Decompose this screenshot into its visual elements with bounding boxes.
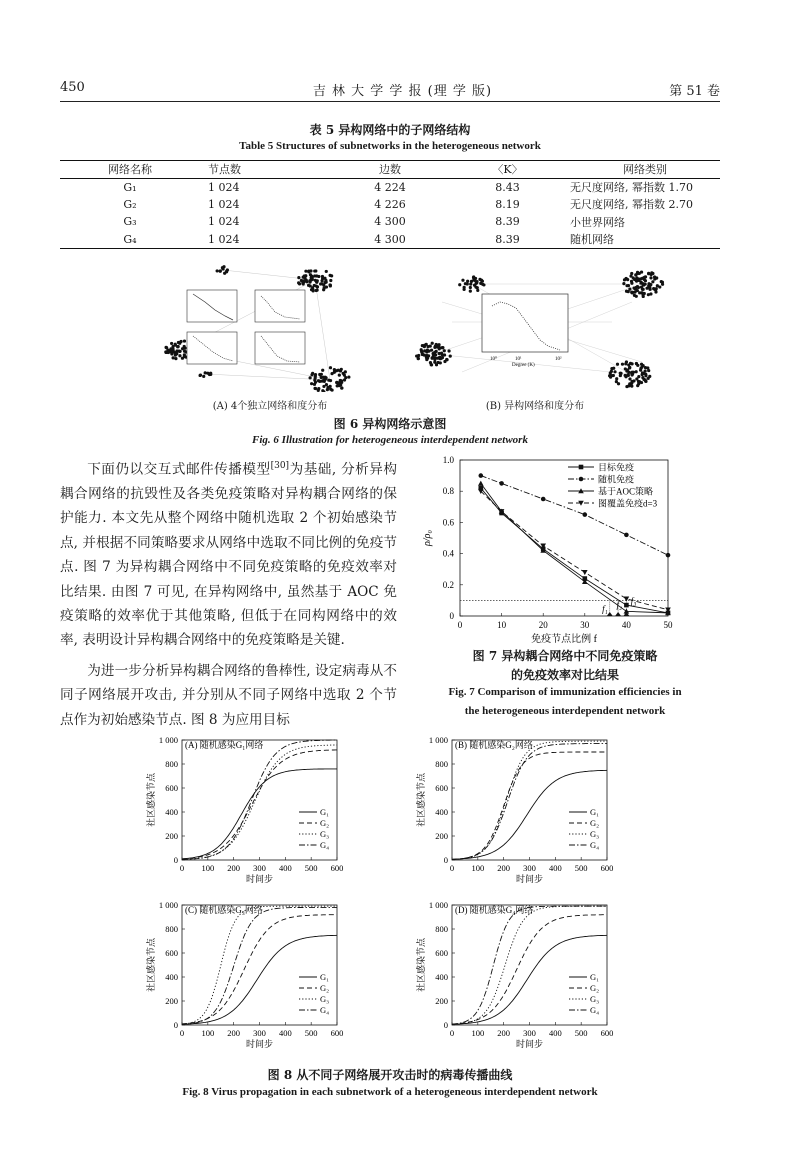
fig8-x-tick-label: 500 <box>574 863 588 873</box>
fig8-y-tick-label: 200 <box>165 831 178 841</box>
fig7-data-point <box>583 512 588 517</box>
fig8-chart-grid <box>140 730 670 1060</box>
table-cell: 4 224 <box>374 180 406 194</box>
table-cell: 小世界网络 <box>570 215 625 229</box>
fig7-caption-en-2: the heterogeneous interdependent network <box>464 705 666 717</box>
fig7-data-point <box>579 465 584 470</box>
table-row <box>60 231 720 249</box>
fig6a-label: (A) 4个独立网络和度分布 <box>212 401 328 412</box>
para2-text: 为进一步分析异构耦合网络的鲁棒性, 设定病毒从不同子网络展开攻击, 并分别从不同子网络中选取 2 个节点作为初始感染节点. 图 8 为应用目标 <box>60 663 397 728</box>
fig8-caption-cn: 图 8 从不同子网络展开攻击时的病毒传播曲线 <box>267 1068 513 1082</box>
fig8-x-tick-label: 600 <box>330 863 344 873</box>
fig8-x-tick-label: 0 <box>449 863 455 873</box>
fig8-legend-label: G₃ <box>590 829 600 839</box>
fig8-x-tick-label: 100 <box>471 1028 485 1038</box>
citation-ref: [30] <box>270 461 290 471</box>
para1-text-b: 为基础, 分析异构耦合网络的抗毁性及各类免疫策略对异构耦合网络的保护能力. 本文先从整个网络中随机选取 2 个初始感染节点, 并根据不同策略要求从网络中选取不同比例的免疫节点. 图 7 为异构耦合网络中不同免疫策略的免疫效率对比结果. 由图 7 可见, 在异构网络中, 虽然基于 AOC 免疫策略的效率优于其他策略, 但低于在同构网络中的效率, 表明设计异构耦合网络中的免疫策略是关键. <box>60 461 397 649</box>
fig8-x-axis-label: 时间步 <box>515 874 544 884</box>
fig8-y-axis-label: 社区感染节点 <box>416 772 426 828</box>
table-row <box>60 178 720 196</box>
table-cell: 8.39 <box>495 215 520 229</box>
table-row <box>60 196 720 214</box>
fig8-series-line <box>182 745 337 859</box>
fig8-x-tick-label: 400 <box>278 863 292 873</box>
col-header-nodes: 节点数 <box>208 163 241 177</box>
fig8-series-line <box>452 915 607 1024</box>
fig7-y-tick-label: 1.0 <box>442 455 454 465</box>
fig8-y-tick-label: 800 <box>435 924 448 934</box>
table-cell: 1 024 <box>208 180 240 194</box>
fig8-legend-label: G₁ <box>320 807 330 817</box>
journal-title: 吉 林 大 学 学 报 (理 学 版) <box>312 84 493 99</box>
fig8-x-tick-label: 600 <box>600 863 614 873</box>
fig8-legend-label: G₁ <box>320 972 330 982</box>
fig7-chart <box>418 450 680 645</box>
table-cell: G₂ <box>123 197 137 211</box>
fig8-plot-frame <box>452 905 607 1025</box>
fig8-panel <box>415 735 613 884</box>
fig8-x-tick-label: 0 <box>449 1028 455 1038</box>
table-cell: 1 024 <box>208 197 240 211</box>
table-header-row <box>60 161 720 179</box>
fig8-x-tick-label: 0 <box>179 1028 185 1038</box>
fig8-series-line <box>452 744 607 860</box>
svg-text:10⁰: 10⁰ <box>490 357 498 362</box>
fig8-y-tick-label: 600 <box>165 948 178 958</box>
fig8-legend-label: G₂ <box>590 818 600 828</box>
fig8-panel <box>145 735 343 884</box>
fig7-x-tick-label: 30 <box>580 620 590 630</box>
fig6-caption-cn: 图 6 异构网络示意图 <box>333 417 447 431</box>
fig7-legend-label: 基于AOC策略 <box>598 486 654 497</box>
page-number: 450 <box>60 80 85 95</box>
volume-label: 第 51 卷 <box>669 84 720 99</box>
table-cell: 4 226 <box>374 197 406 211</box>
fig7-y-tick-label: 0 <box>449 611 454 621</box>
fig7-data-point <box>579 477 584 482</box>
table-cell: 4 300 <box>374 232 406 246</box>
fig7-plot-frame <box>460 460 668 616</box>
svg-text:10²: 10² <box>555 357 562 362</box>
fig6b-network-illustration <box>412 262 672 392</box>
col-header-edges: 边数 <box>379 163 401 177</box>
fig7-x-tick-label: 0 <box>457 620 463 630</box>
fig8-legend-label: G₁ <box>590 972 600 982</box>
fig8-x-tick-label: 500 <box>304 1028 318 1038</box>
fig7-data-point <box>479 473 484 478</box>
fig8-panel <box>145 900 343 1049</box>
para1-text-a: 下面仍以交互式邮件传播模型 <box>87 461 271 478</box>
col-header-name: 网络名称 <box>108 163 152 177</box>
fig8-y-tick-label: 600 <box>435 783 448 793</box>
fig8-legend-label: G₄ <box>590 840 600 850</box>
fig8-y-tick-label: 400 <box>435 972 448 982</box>
fig8-series-line <box>182 915 337 1024</box>
fig8-x-tick-label: 400 <box>278 1028 292 1038</box>
fig8-y-tick-label: 600 <box>165 783 178 793</box>
table-cell: G₃ <box>123 215 137 229</box>
fig7-x-tick-label: 20 <box>538 620 548 630</box>
fig8-panel-title: (B) 随机感染G₂网络 <box>455 740 533 750</box>
fig7-y-tick-label: 0.2 <box>442 579 454 590</box>
fig6-caption-en: Fig. 6 Illustration for heterogeneous interdependent network <box>252 434 528 446</box>
fig8-legend-label: G₁ <box>590 807 600 817</box>
table5 <box>60 160 720 249</box>
table-cell: 8.39 <box>495 232 520 246</box>
fig7-y-tick-label: 0.6 <box>442 517 454 528</box>
fig8-legend-label: G₄ <box>590 1005 600 1015</box>
fig8-y-tick-label: 400 <box>165 972 178 982</box>
fig7-legend-label: 随机免疫 <box>598 474 635 485</box>
fig8-x-tick-label: 300 <box>253 1028 266 1038</box>
fig8-plot-frame <box>182 905 337 1025</box>
fig7-data-point <box>541 497 546 502</box>
fig8-x-axis-label: 时间步 <box>245 874 274 884</box>
fig7-y-axis-label: ρ/ρ₀ <box>422 530 433 546</box>
table-cell: 8.43 <box>495 180 520 194</box>
fig8-series-line <box>452 906 607 1024</box>
table-cell: G₄ <box>123 232 137 246</box>
fig7-x-axis-label: 免疫节点比例 f <box>531 634 597 645</box>
fig8-caption-en: Fig. 8 Virus propagation in each subnetwork of a heterogeneous interdependent network <box>182 1086 598 1098</box>
fig7-data-point <box>624 597 630 602</box>
fig7-y-tick-label: 0.4 <box>442 548 454 559</box>
fig8-x-tick-label: 500 <box>304 863 318 873</box>
fig8-x-tick-label: 300 <box>253 863 266 873</box>
fig8-x-tick-label: 0 <box>179 863 185 873</box>
fig8-series-line <box>182 750 337 859</box>
fig7-caption-cn-1: 图 7 异构耦合网络中不同免疫策略 <box>472 649 658 663</box>
fig8-x-tick-label: 600 <box>600 1028 614 1038</box>
table-cell: G₁ <box>123 180 137 194</box>
fig8-y-tick-label: 1 000 <box>158 735 178 745</box>
fig8-y-tick-label: 0 <box>443 1020 448 1030</box>
table5-caption-en: Table 5 Structures of subnetworks in the heterogeneous network <box>239 140 541 152</box>
fig7-y-tick-label: 0.8 <box>442 486 454 497</box>
fig8-series-line <box>182 907 337 1024</box>
fig8-panel <box>415 900 613 1049</box>
fig8-series-line <box>452 741 607 859</box>
fig8-legend-label: G₃ <box>320 829 330 839</box>
fig7-data-point <box>478 481 484 486</box>
fig8-y-tick-label: 1 000 <box>428 735 448 745</box>
fig8-x-tick-label: 100 <box>201 863 215 873</box>
fig8-legend-label: G₃ <box>320 994 330 1004</box>
fig7-f-marker-label: f₃ <box>630 596 637 606</box>
svg-text:10¹: 10¹ <box>515 357 522 362</box>
fig8-series-line <box>452 935 607 1024</box>
fig8-panel-title: (C) 随机感染G₃网络 <box>185 905 263 915</box>
col-header-degree: 〈K〉 <box>492 163 523 177</box>
fig7-data-point <box>624 603 629 608</box>
fig8-legend-label: G₃ <box>590 994 600 1004</box>
fig7-f-marker <box>615 612 621 616</box>
fig8-panel-title: (A) 随机感染G₁网络 <box>185 740 264 750</box>
fig8-x-tick-label: 200 <box>227 863 241 873</box>
fig8-y-axis-label: 社区感染节点 <box>416 937 426 993</box>
fig8-legend-label: G₂ <box>320 818 330 828</box>
body-paragraph-1 <box>60 454 397 653</box>
fig8-y-tick-label: 600 <box>435 948 448 958</box>
fig8-y-tick-label: 1 000 <box>158 900 178 910</box>
fig8-x-tick-label: 100 <box>201 1028 215 1038</box>
fig8-x-tick-label: 500 <box>574 1028 588 1038</box>
table5-caption-cn: 表 5 异构网络中的子网络结构 <box>309 123 471 137</box>
fig8-legend-label: G₂ <box>590 983 600 993</box>
body-paragraph-2 <box>60 659 397 732</box>
fig7-data-point <box>499 481 504 486</box>
fig7-f-marker-label: f₁ <box>602 604 608 614</box>
fig8-series-line <box>452 752 607 859</box>
fig8-legend-label: G₄ <box>320 840 330 850</box>
fig8-y-tick-label: 0 <box>173 1020 178 1030</box>
fig8-y-tick-label: 200 <box>435 831 448 841</box>
fig6b-label: (B) 异构网络和度分布 <box>485 401 585 412</box>
fig8-legend-label: G₄ <box>320 1005 330 1015</box>
fig7-data-point <box>624 533 629 538</box>
header-rule <box>60 101 720 102</box>
fig8-y-tick-label: 400 <box>165 807 178 817</box>
fig8-series-line <box>452 770 607 859</box>
fig7-legend-label: 目标免疫 <box>598 462 635 473</box>
svg-text:Degree (K): Degree (K) <box>512 363 535 368</box>
fig8-series-line <box>452 906 607 1024</box>
table-cell: 随机网络 <box>570 233 614 246</box>
fig8-x-axis-label: 时间步 <box>245 1039 274 1049</box>
fig8-x-tick-label: 400 <box>548 863 562 873</box>
table-row <box>60 213 720 231</box>
fig7-x-tick-label: 40 <box>621 620 631 630</box>
fig7-caption-en-1: Fig. 7 Comparison of immunization efficiencies in <box>448 686 682 698</box>
fig8-series-line <box>182 906 337 1024</box>
fig7-x-tick-label: 50 <box>663 620 673 630</box>
fig7-caption-cn-2: 的免疫效率对比结果 <box>510 668 619 682</box>
col-header-type: 网络类别 <box>623 163 667 177</box>
fig8-y-tick-label: 800 <box>435 759 448 769</box>
fig7-data-point <box>582 570 588 575</box>
fig8-y-tick-label: 200 <box>165 996 178 1006</box>
fig7-legend-label: 图覆盖免疫d=3 <box>598 498 658 509</box>
fig8-y-tick-label: 1 000 <box>428 900 448 910</box>
fig8-legend-label: G₂ <box>320 983 330 993</box>
fig7-x-tick-label: 10 <box>497 620 507 630</box>
table-cell: 无尺度网络, 幂指数 2.70 <box>570 198 693 212</box>
fig8-y-tick-label: 800 <box>165 924 178 934</box>
fig8-y-tick-label: 400 <box>435 807 448 817</box>
fig8-plot-frame <box>182 740 337 860</box>
fig8-x-tick-label: 200 <box>497 1028 511 1038</box>
fig8-y-tick-label: 0 <box>443 855 448 865</box>
fig8-y-tick-label: 800 <box>165 759 178 769</box>
fig7-series-line <box>481 491 668 610</box>
table-cell: 1 024 <box>208 215 240 229</box>
table-cell: 1 024 <box>208 232 240 246</box>
table-cell: 4 300 <box>374 215 406 229</box>
table-cell: 无尺度网络, 幂指数 1.70 <box>570 181 693 194</box>
fig8-y-axis-label: 社区感染节点 <box>146 937 156 993</box>
fig8-x-tick-label: 400 <box>548 1028 562 1038</box>
fig8-x-axis-label: 时间步 <box>515 1039 544 1049</box>
fig8-panel-title: (D) 随机感染G₄网络 <box>455 905 534 915</box>
fig8-x-tick-label: 600 <box>330 1028 344 1038</box>
fig6a-network-illustration <box>155 262 365 392</box>
fig7-data-point <box>666 553 671 558</box>
fig8-y-tick-label: 0 <box>173 855 178 865</box>
table-cell: 8.19 <box>495 197 520 211</box>
fig8-x-tick-label: 200 <box>497 863 511 873</box>
fig8-y-axis-label: 社区感染节点 <box>146 772 156 828</box>
fig8-y-tick-label: 200 <box>435 996 448 1006</box>
fig8-series-line <box>182 935 337 1024</box>
fig8-x-tick-label: 300 <box>523 1028 536 1038</box>
fig8-x-tick-label: 100 <box>471 863 485 873</box>
fig8-x-tick-label: 200 <box>227 1028 241 1038</box>
fig8-x-tick-label: 300 <box>523 863 536 873</box>
fig8-series-line <box>182 740 337 859</box>
fig7-f-marker-label: f₂ <box>616 600 623 610</box>
